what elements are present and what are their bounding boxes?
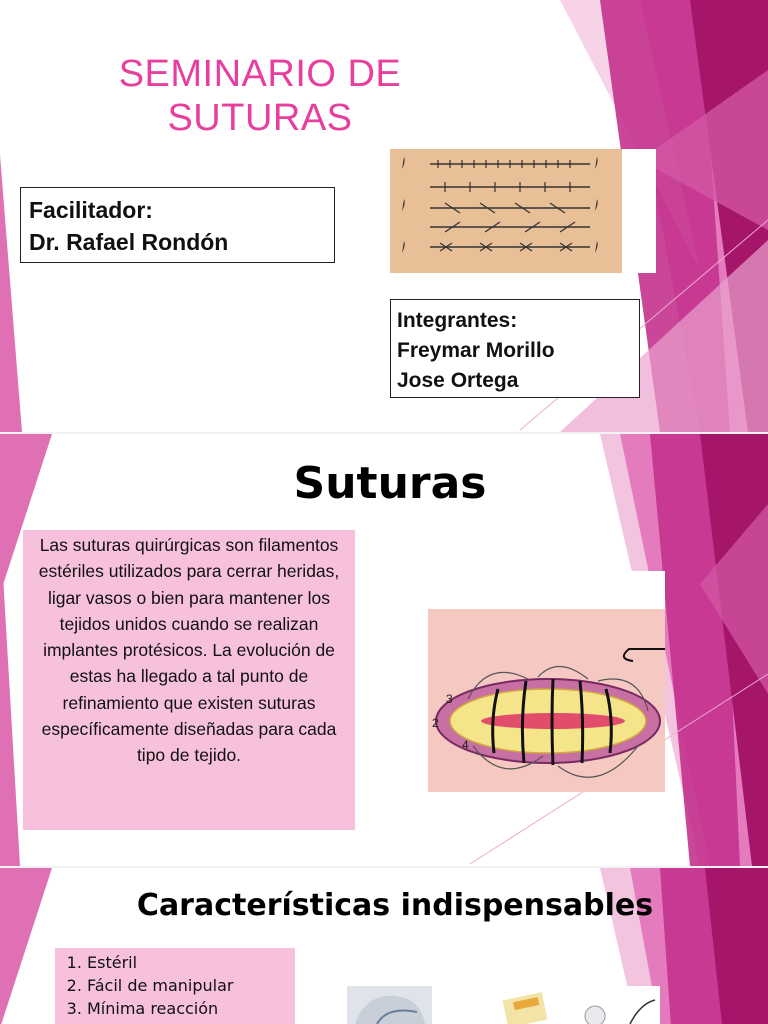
diagram-label: 2 (432, 716, 439, 730)
section-title: Características indispensables (136, 888, 654, 923)
definition-box: Las suturas quirúrgicas son filamentos estériles utilizados para cerrar heridas, ligar vasos o bien para mantener los tejidos unidos cuando se realizan implantes protésicos. La evolución de estas ha llegado a tal punto de refinamiento que existen suturas específicamente diseñadas para cada tipo de tejido. (23, 530, 355, 830)
diagram-label: 4 (462, 738, 469, 752)
member-name: Freymar Morillo (397, 339, 555, 362)
suture-package-photo (495, 986, 660, 1024)
title-line-2: SUTURAS (167, 97, 353, 139)
list-item: 3. Mínima reacción (87, 997, 295, 1020)
facilitador-name: Dr. Rafael Rondón (29, 229, 229, 255)
slide-suturas (0, 434, 768, 866)
slide-title (0, 0, 768, 432)
diagram-label: 3 (446, 692, 453, 706)
suture-patterns-photo (390, 149, 656, 273)
characteristics-list (55, 948, 295, 1024)
list-item: 2. Fácil de manipular (87, 974, 295, 997)
facilitador-box (20, 187, 335, 263)
suture-diagram (428, 571, 665, 792)
member-name: Jose Ortega (397, 369, 519, 392)
suture-package-photo (347, 986, 432, 1024)
list-item: 1. Estéril (87, 951, 295, 974)
integrantes-box (390, 299, 640, 398)
slide-caracteristicas (0, 868, 768, 1024)
page-title (40, 52, 480, 140)
facilitador-label: Facilitador: (29, 197, 153, 223)
section-title: Suturas (293, 458, 487, 509)
title-line-1: SEMINARIO DE (118, 53, 402, 95)
integrantes-label: Integrantes: (397, 309, 518, 332)
